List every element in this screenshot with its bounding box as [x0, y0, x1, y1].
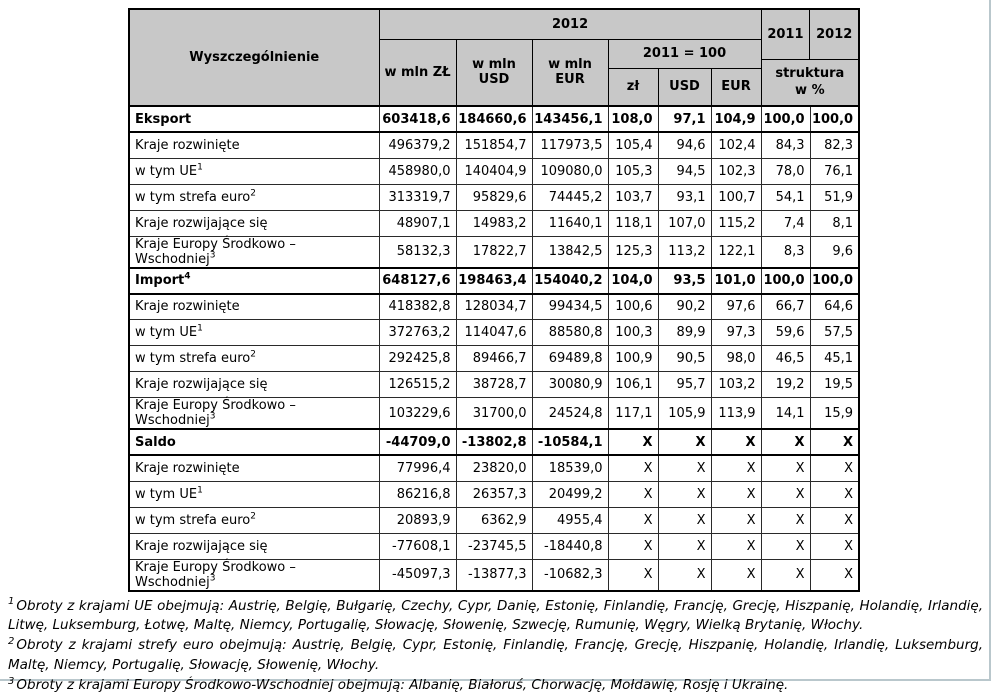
footnote-3	[8, 676, 983, 695]
cell-value: 82,3	[810, 132, 859, 158]
cell-value: 100,0	[810, 106, 859, 132]
footnote-reference: 1	[197, 162, 203, 173]
cell-value: 4955,4	[532, 507, 608, 533]
cell-value: 38728,7	[456, 372, 532, 398]
cell-value: X	[810, 455, 859, 481]
header-year-2012: 2012	[816, 27, 853, 42]
cell-value: X	[658, 533, 711, 559]
cell-value: 48907,1	[379, 210, 456, 236]
cell-value: 125,3	[608, 236, 658, 268]
header-structure-block	[761, 9, 859, 106]
cell-value: 100,9	[608, 346, 658, 372]
header-group-2012: 2012	[379, 9, 761, 39]
row-label: w tym strefa euro$^2$	[129, 346, 379, 372]
cell-value: 8,3	[761, 236, 810, 268]
header-index-zl: zł	[608, 68, 658, 106]
footnote-2-marker: 2	[8, 635, 15, 647]
header-group-2011-eq-100: 2011 = 100	[608, 39, 761, 68]
cell-value: 93,5	[658, 268, 711, 294]
row-label: Kraje Europy Środkowo – Wschodniej$^3$	[129, 236, 379, 268]
cell-value: 126515,2	[379, 372, 456, 398]
cell-value: 54,1	[761, 184, 810, 210]
cell-value: 46,5	[761, 346, 810, 372]
cell-value: 57,5	[810, 320, 859, 346]
footnote-reference: 3	[209, 411, 216, 422]
cell-value: 64,6	[810, 294, 859, 320]
cell-value: 107,0	[658, 210, 711, 236]
footnote-reference: 3	[209, 250, 216, 261]
cell-value: 113,2	[658, 236, 711, 268]
footnote-3-marker: 3	[8, 675, 15, 687]
table-row	[129, 559, 859, 591]
header-mln-zl: w mln ZŁ	[379, 39, 456, 106]
cell-value: 94,5	[658, 158, 711, 184]
row-label: Kraje rozwijające się	[129, 372, 379, 398]
header-mln-usd: w mln USD	[456, 39, 532, 106]
cell-value: X	[608, 455, 658, 481]
header-mln-eur: w mln EUR	[532, 39, 608, 106]
cell-value: X	[810, 507, 859, 533]
cell-value: 105,4	[608, 132, 658, 158]
cell-value: -23745,5	[456, 533, 532, 559]
table-row	[129, 236, 859, 268]
row-label: Kraje rozwinięte	[129, 455, 379, 481]
cell-value: 108,0	[608, 106, 658, 132]
cell-value: 97,6	[711, 294, 761, 320]
cell-value: 97,1	[658, 106, 711, 132]
footnote-1	[8, 597, 983, 636]
cell-value: 84,3	[761, 132, 810, 158]
cell-value: 88580,8	[532, 320, 608, 346]
cell-value: 90,5	[658, 346, 711, 372]
row-label: Kraje Europy Środkowo – Wschodniej$^3$	[129, 559, 379, 591]
cell-value: 93,1	[658, 184, 711, 210]
cell-value: 104,0	[608, 268, 658, 294]
cell-value: 14983,2	[456, 210, 532, 236]
cell-value: 86216,8	[379, 481, 456, 507]
cell-value: 140404,9	[456, 158, 532, 184]
table-row	[129, 106, 859, 132]
cell-value: 101,0	[711, 268, 761, 294]
cell-value: 14,1	[761, 398, 810, 430]
cell-value: -10682,3	[532, 559, 608, 591]
cell-value: X	[810, 559, 859, 591]
cell-value: X	[658, 455, 711, 481]
cell-value: 106,1	[608, 372, 658, 398]
cell-value: X	[608, 559, 658, 591]
cell-value: 7,4	[761, 210, 810, 236]
cell-value: 118,1	[608, 210, 658, 236]
cell-value: 113,9	[711, 398, 761, 430]
cell-value: 496379,2	[379, 132, 456, 158]
cell-value: 114047,6	[456, 320, 532, 346]
cell-value: X	[761, 429, 810, 455]
cell-value: 15,9	[810, 398, 859, 430]
cell-value: 11640,1	[532, 210, 608, 236]
table-row	[129, 210, 859, 236]
cell-value: X	[810, 429, 859, 455]
cell-value: X	[761, 507, 810, 533]
table-row	[129, 346, 859, 372]
row-label: Kraje Europy Środkowo – Wschodniej$^3$	[129, 398, 379, 430]
table-row	[129, 481, 859, 507]
cell-value: 19,5	[810, 372, 859, 398]
cell-value: 117973,5	[532, 132, 608, 158]
cell-value: X	[711, 429, 761, 455]
cell-value: -10584,1	[532, 429, 608, 455]
cell-value: 103,2	[711, 372, 761, 398]
cell-value: 154040,2	[532, 268, 608, 294]
table-row	[129, 455, 859, 481]
cell-value: 30080,9	[532, 372, 608, 398]
cell-value: X	[608, 533, 658, 559]
cell-value: -13802,8	[456, 429, 532, 455]
cell-value: X	[761, 455, 810, 481]
row-label: Eksport	[129, 106, 379, 132]
cell-value: 458980,0	[379, 158, 456, 184]
footnote-reference: 2	[250, 511, 256, 522]
cell-value: 103,7	[608, 184, 658, 210]
footnote-1-marker: 1	[8, 596, 15, 607]
cell-value: 100,6	[608, 294, 658, 320]
trade-statistics-table	[128, 8, 860, 592]
cell-value: 31700,0	[456, 398, 532, 430]
cell-value: 8,1	[810, 210, 859, 236]
cell-value: -44709,0	[379, 429, 456, 455]
table-body	[129, 106, 859, 591]
cell-value: 198463,4	[456, 268, 532, 294]
cell-value: 13842,5	[532, 236, 608, 268]
cell-value: 100,7	[711, 184, 761, 210]
cell-value: 100,0	[810, 268, 859, 294]
cell-value: 184660,6	[456, 106, 532, 132]
cell-value: 90,2	[658, 294, 711, 320]
cell-value: -45097,3	[379, 559, 456, 591]
footnote-reference: 2	[250, 349, 256, 360]
cell-value: 115,2	[711, 210, 761, 236]
cell-value: X	[810, 533, 859, 559]
footnote-reference: 3	[209, 573, 216, 584]
cell-value: 24524,8	[532, 398, 608, 430]
cell-value: 66,7	[761, 294, 810, 320]
cell-value: 95,7	[658, 372, 711, 398]
cell-value: 20893,9	[379, 507, 456, 533]
cell-value: 98,0	[711, 346, 761, 372]
cell-value: 105,3	[608, 158, 658, 184]
table-row	[129, 132, 859, 158]
cell-value: 372763,2	[379, 320, 456, 346]
cell-value: X	[658, 559, 711, 591]
cell-value: 603418,6	[379, 106, 456, 132]
cell-value: 128034,7	[456, 294, 532, 320]
cell-value: 74445,2	[532, 184, 608, 210]
table-row	[129, 398, 859, 430]
cell-value: -77608,1	[379, 533, 456, 559]
row-label: Kraje rozwijające się	[129, 210, 379, 236]
cell-value: 77996,4	[379, 455, 456, 481]
header-year-2011: 2011	[762, 10, 811, 59]
cell-value: 151854,7	[456, 132, 532, 158]
cell-value: 6362,9	[456, 507, 532, 533]
table-row	[129, 533, 859, 559]
cell-value: 99434,5	[532, 294, 608, 320]
cell-value: 76,1	[810, 158, 859, 184]
cell-value: 17822,7	[456, 236, 532, 268]
cell-value: 418382,8	[379, 294, 456, 320]
cell-value: 9,6	[810, 236, 859, 268]
row-label: w tym $UE^1$	[129, 481, 379, 507]
header-index-usd: USD	[658, 68, 711, 106]
cell-value: 105,9	[658, 398, 711, 430]
row-label: w tym $UE^1$	[129, 320, 379, 346]
row-label: Kraje rozwinięte	[129, 294, 379, 320]
cell-value: 58132,3	[379, 236, 456, 268]
cell-value: 117,1	[608, 398, 658, 430]
cell-value: X	[608, 429, 658, 455]
row-label: w tym $UE^1$	[129, 158, 379, 184]
cell-value: 97,3	[711, 320, 761, 346]
cell-value: X	[658, 481, 711, 507]
cell-value: 94,6	[658, 132, 711, 158]
cell-value: 100,0	[761, 268, 810, 294]
cell-value: 20499,2	[532, 481, 608, 507]
footnotes	[8, 597, 983, 696]
row-label: Kraje rozwijające się	[129, 533, 379, 559]
header-specification: Wyszczególnienie	[129, 9, 379, 106]
cell-value: 103229,6	[379, 398, 456, 430]
cell-value: 109080,0	[532, 158, 608, 184]
cell-value: X	[761, 559, 810, 591]
cell-value: 18539,0	[532, 455, 608, 481]
cell-value: X	[761, 533, 810, 559]
table-row	[129, 294, 859, 320]
cell-value: X	[711, 481, 761, 507]
footnote-reference: 1	[197, 485, 203, 496]
cell-value: 45,1	[810, 346, 859, 372]
cell-value: 26357,3	[456, 481, 532, 507]
header-index-eur: EUR	[711, 68, 761, 106]
cell-value: 19,2	[761, 372, 810, 398]
cell-value: X	[608, 481, 658, 507]
row-label: Import$^4$	[129, 268, 379, 294]
cell-value: X	[810, 481, 859, 507]
footnote-2-text: Obroty z krajami strefy euro obejmują: Austrię, Belgię, Cypr, Estonię, Finlandię, Francję, Grecję, Hiszpanię, Holandię, Irlandię, Luksemburg, Maltę, Niemcy, Portugalię, Słowację, Słowenię, Włochy.	[8, 637, 983, 673]
cell-value: 100,3	[608, 320, 658, 346]
row-label: w tym strefa euro$^2$	[129, 184, 379, 210]
cell-value: X	[658, 507, 711, 533]
cell-value: -13877,3	[456, 559, 532, 591]
cell-value: 89466,7	[456, 346, 532, 372]
cell-value: 292425,8	[379, 346, 456, 372]
table-header	[129, 9, 859, 106]
footnote-reference: 1	[197, 323, 203, 334]
cell-value: 78,0	[761, 158, 810, 184]
row-label: w tym strefa euro$^2$	[129, 507, 379, 533]
table-row	[129, 158, 859, 184]
cell-value: X	[711, 455, 761, 481]
table-row	[129, 372, 859, 398]
footnote-2	[8, 636, 983, 675]
cell-value: 648127,6	[379, 268, 456, 294]
cell-value: 51,9	[810, 184, 859, 210]
footnote-3-text: Obroty z krajami Europy Środkowo-Wschodniej obejmują: Albanię, Białoruś, Chorwację, Mołdawię, Rosję i Ukrainę.	[16, 677, 789, 694]
row-label: Kraje rozwinięte	[129, 132, 379, 158]
table-row	[129, 507, 859, 533]
cell-value: X	[711, 559, 761, 591]
cell-value: 143456,1	[532, 106, 608, 132]
cell-value: X	[608, 507, 658, 533]
cell-value: 89,9	[658, 320, 711, 346]
cell-value: X	[761, 481, 810, 507]
table-row	[129, 268, 859, 294]
footnote-1-text: Obroty z krajami UE obejmują: Austrię, Belgię, Bułgarię, Czechy, Cypr, Danię, Estonię, Finlandię, Francję, Grecję, Hiszpanię, Holandię, Irlandię, Litwę, Luksemburg, Łotwę, Maltę, Niemcy, Portugalię, Słowację, Słowenię, Szwecję, Rumunię, Węgry, Wielką Brytanię, Włochy.	[8, 597, 983, 633]
cell-value: 102,4	[711, 132, 761, 158]
cell-value: 313319,7	[379, 184, 456, 210]
table-row	[129, 429, 859, 455]
cell-value: 122,1	[711, 236, 761, 268]
header-struktura: struktura w %	[775, 66, 845, 98]
footnote-reference: 2	[250, 188, 256, 199]
cell-value: 23820,0	[456, 455, 532, 481]
table-row	[129, 320, 859, 346]
cell-value: 104,9	[711, 106, 761, 132]
cell-value: X	[658, 429, 711, 455]
cell-value: 102,3	[711, 158, 761, 184]
cell-value: 95829,6	[456, 184, 532, 210]
row-label: Saldo	[129, 429, 379, 455]
cell-value: -18440,8	[532, 533, 608, 559]
cell-value: X	[711, 507, 761, 533]
cell-value: 59,6	[761, 320, 810, 346]
cell-value: 100,0	[761, 106, 810, 132]
cell-value: 69489,8	[532, 346, 608, 372]
table-row	[129, 184, 859, 210]
footnote-reference: 4	[184, 271, 191, 282]
cell-value: X	[711, 533, 761, 559]
